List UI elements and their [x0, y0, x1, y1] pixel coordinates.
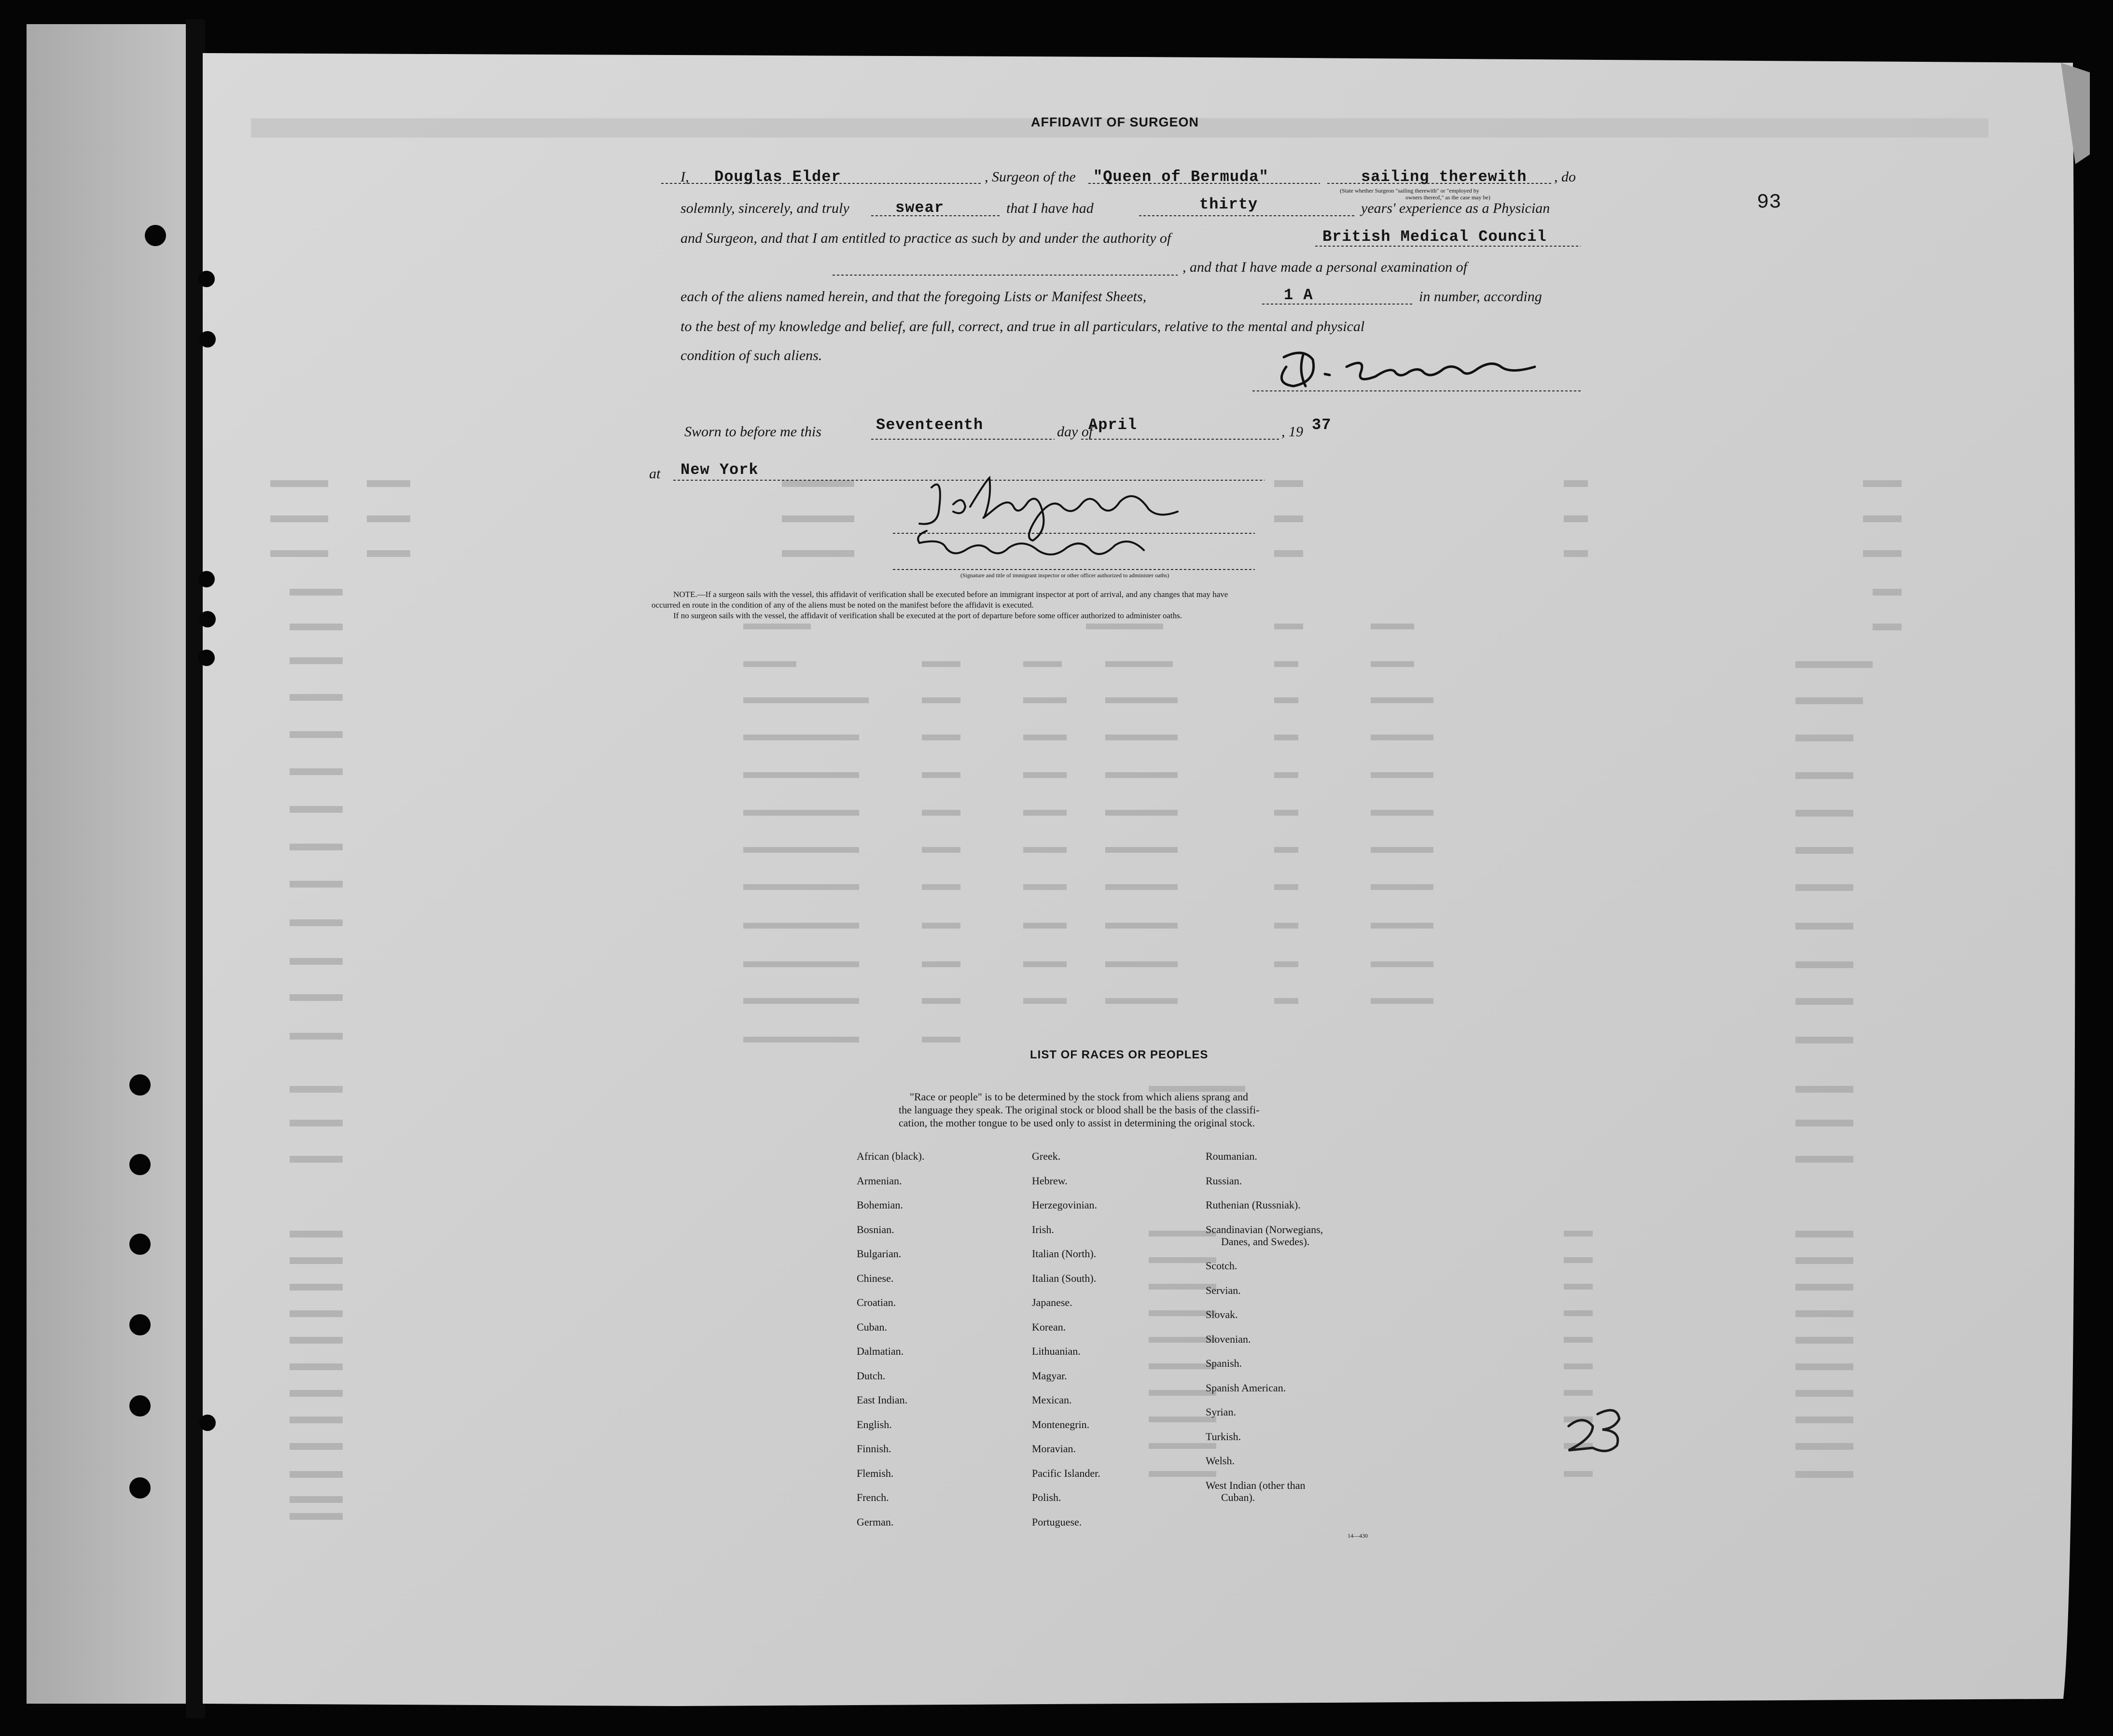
text-surgeon-of: , Surgeon of the — [985, 169, 1076, 185]
race-item: Italian (South). — [1032, 1272, 1097, 1284]
text-day-of: day of — [1057, 424, 1093, 440]
race-item: Dutch. — [857, 1369, 886, 1382]
signature-caption: (Signature and title of immigrant inspector or other officer authorized to administer oaths) — [960, 572, 1169, 579]
race-item: Dalmatian. — [857, 1345, 904, 1357]
race-item: Korean. — [1032, 1320, 1066, 1333]
sailing-status-field: sailing therewith — [1361, 168, 1527, 186]
race-item: Japanese. — [1032, 1296, 1072, 1308]
race-item: Cuban). — [1221, 1491, 1255, 1503]
race-item: Welsh. — [1206, 1455, 1235, 1467]
races-intro-1: "Race or people" is to be determined by the stock from which aliens sprang and — [910, 1091, 1248, 1103]
text-each-of-aliens: each of the aliens named herein, and that the foregoing Lists or Manifest Sheets, — [681, 289, 1147, 305]
race-item: Roumanian. — [1206, 1150, 1257, 1162]
text-sworn: Sworn to before me this — [684, 424, 821, 440]
race-item: Moravian. — [1032, 1443, 1076, 1455]
ship-name-field: "Queen of Bermuda" — [1093, 168, 1269, 186]
race-item: Italian (North). — [1032, 1248, 1097, 1260]
race-item: Bosnian. — [857, 1223, 894, 1236]
race-item: Turkish. — [1206, 1430, 1241, 1443]
place-field: New York — [681, 461, 759, 479]
note-line-2: occurred en route in the condition of any of the aliens must be noted on the manifest before the affidavit is executed. — [652, 600, 1034, 610]
race-item: Slovenian. — [1206, 1333, 1251, 1345]
race-item: Croatian. — [857, 1296, 896, 1308]
surgeon-name-field: Douglas Elder — [714, 168, 841, 186]
form-code: 14—430 — [1348, 1532, 1368, 1539]
text-that-i-have-had: that I have had — [1006, 200, 1094, 216]
sheets-field: 1 A — [1284, 286, 1313, 304]
races-title: LIST OF RACES OR PEOPLES — [1030, 1048, 1209, 1061]
race-item: Magyar. — [1032, 1369, 1067, 1382]
race-item: French. — [857, 1491, 889, 1503]
race-item: Mexican. — [1032, 1394, 1072, 1406]
note-line-3: If no surgeon sails with the vessel, the affidavit of verification shall be executed at the port of departure before some officer authorized to administer oaths. — [673, 611, 1182, 620]
race-item: Ruthenian (Russniak). — [1206, 1199, 1301, 1211]
text-in-number: in number, according — [1419, 289, 1542, 305]
text-do: , do — [1554, 169, 1576, 185]
race-item: African (black). — [857, 1150, 925, 1162]
race-item: Scotch. — [1206, 1260, 1237, 1272]
race-item: Bulgarian. — [857, 1248, 902, 1260]
race-item: Bohemian. — [857, 1199, 903, 1211]
race-item: Pacific Islander. — [1032, 1467, 1100, 1479]
race-item: Syrian. — [1206, 1406, 1236, 1418]
text-year-prefix: , 19 — [1281, 424, 1303, 440]
race-item: East Indian. — [857, 1394, 908, 1406]
race-item: Slovak. — [1206, 1308, 1238, 1321]
text-knowledge-belief: to the best of my knowledge and belief, are full, correct, and true in all particulars, relative to the mental and physical — [681, 319, 1365, 334]
sailing-note-2: owners thereof," as the case may be) — [1405, 194, 1490, 201]
text-authority: and Surgeon, and that I am entitled to practice as such by and under the authority of — [681, 230, 1171, 246]
text-condition: condition of such aliens. — [681, 347, 822, 363]
race-item: Scandinavian (Norwegians, — [1206, 1223, 1323, 1236]
races-intro-2: the language they speak. The original stock or blood shall be the basis of the classifi- — [899, 1104, 1260, 1116]
race-item: Portuguese. — [1032, 1515, 1082, 1528]
text-years-experience: years' experience as a Physician — [1361, 200, 1550, 216]
race-item: Polish. — [1032, 1491, 1061, 1503]
race-item: English. — [857, 1418, 892, 1430]
race-item: Flemish. — [857, 1467, 894, 1479]
month-field: April — [1088, 416, 1138, 434]
oath-field: swear — [895, 199, 945, 217]
race-item: Danes, and Swedes). — [1221, 1235, 1310, 1248]
page-number: 93 — [1757, 191, 1781, 214]
race-item: Irish. — [1032, 1223, 1054, 1236]
race-item: German. — [857, 1515, 894, 1528]
affidavit-title: AFFIDAVIT OF SURGEON — [1031, 115, 1199, 129]
authority-field: British Medical Council — [1322, 228, 1547, 246]
race-item: Herzegovinian. — [1032, 1199, 1097, 1211]
text-i: I, — [681, 169, 689, 185]
race-item: Spanish. — [1206, 1357, 1242, 1370]
race-item: Spanish American. — [1206, 1381, 1286, 1394]
race-item: Chinese. — [857, 1272, 894, 1284]
race-item: Greek. — [1032, 1150, 1061, 1162]
binding-strip — [27, 24, 193, 1704]
year-field: 37 — [1312, 416, 1332, 434]
race-item: Russian. — [1206, 1174, 1242, 1187]
races-intro-3: cation, the mother tongue to be used only to assist in determining the original stock. — [899, 1117, 1255, 1129]
race-item: Finnish. — [857, 1443, 891, 1455]
race-item: Servian. — [1206, 1284, 1241, 1296]
race-item: West Indian (other than — [1206, 1479, 1306, 1491]
race-item: Montenegrin. — [1032, 1418, 1090, 1430]
note-line-1: NOTE.—If a surgeon sails with the vessel, this affidavit of verification shall be executed before an immigrant inspector at port of arrival, and any changes that may have — [673, 590, 1228, 599]
race-item: Hebrew. — [1032, 1174, 1068, 1187]
race-item: Cuban. — [857, 1320, 887, 1333]
text-solemnly: solemnly, sincerely, and truly — [681, 200, 849, 216]
text-personal-examination: , and that I have made a personal examination of — [1182, 259, 1467, 275]
text-at: at — [649, 466, 661, 482]
race-item: Lithuanian. — [1032, 1345, 1081, 1357]
race-item: Armenian. — [857, 1174, 902, 1187]
day-field: Seventeenth — [876, 416, 984, 434]
sailing-note-1: (State whether Surgeon "sailing therewith" or "employed by — [1340, 187, 1479, 194]
years-field: thirty — [1199, 195, 1258, 213]
